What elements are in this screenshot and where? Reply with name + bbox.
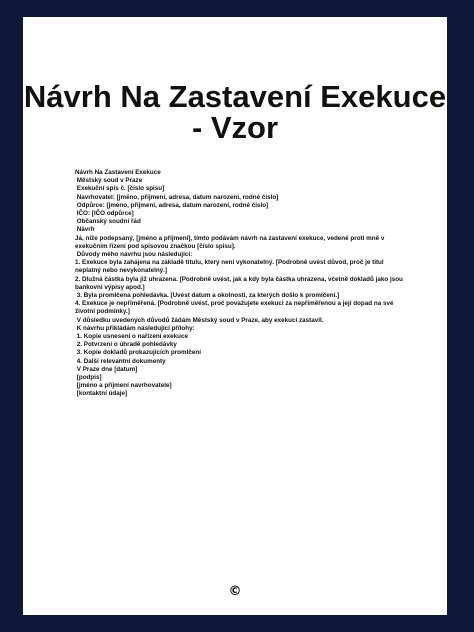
body-line: Odpůrce: [jméno, příjmení, adresa, datum narození, rodné číslo]: [75, 201, 269, 209]
title-line-1: Návrh Na Zastavení Exekuce: [23, 79, 447, 114]
body-line: K návrhu přikládám následující přílohy:: [75, 324, 195, 332]
body-line: Exekuční spis č. [číslo spisu]: [75, 185, 165, 193]
body-line: Já, níže podepsaný, [jméno a příjmení], tímto podávám návrh na zastavení exekuce, vedené proti mně v exekučním řízení pod spisovou značkou [číslo spisu].: [75, 234, 387, 250]
body-line: Návrh: [75, 226, 95, 234]
body-line: Navrhovatel: [jméno, příjmení, adresa, datum narození, rodné číslo]: [75, 193, 279, 201]
body-line: 4. Exekuce je nepřiměřená. [Podrobně uvést, proč považujete exekuci za nepřiměřenou a její dopad na své životní podmínky.]: [75, 300, 396, 316]
document-page: [23, 17, 447, 615]
body-line: V Praze dne [datum]: [75, 365, 138, 373]
document-body: [75, 169, 405, 399]
body-line: [jméno a příjmení navrhovatele]: [75, 382, 172, 390]
body-line: 4. Další relevantní dokumenty: [75, 357, 166, 365]
body-line: Důvody mého návrhu jsou následující:: [75, 251, 193, 259]
body-line: 3. Kopie dokladů prokazujících promlčení: [75, 349, 201, 357]
body-line: 2. Dlužná částka byla již uhrazena. [Podrobně uvést, jak a kdy byla částka uhrazena, včetně dokladů jako jsou bankovní výpisy apod.]: [75, 275, 405, 291]
body-line: [kontaktní údaje]: [75, 390, 128, 398]
page-title: [23, 81, 447, 143]
body-line: Občanský soudní řád: [75, 218, 141, 226]
body-line: 2. Potvrzení o úhradě pohledávky: [75, 341, 177, 349]
title-line-2: - Vzor: [191, 110, 279, 145]
body-line: 1. Kopie usnesení o nařízení exekuce: [75, 333, 189, 341]
body-line: V důsledku uvedených důvodů žádám Městský soud v Praze, aby exekuci zastavil.: [75, 316, 324, 324]
body-line: IČO: [IČO odpůrce]: [75, 210, 134, 218]
body-line: Městský soud v Praze: [75, 177, 143, 185]
body-line: [podpis]: [75, 374, 102, 382]
body-line: 1. Exekuce byla zahájena na základě titulu, který není vykonatelný. [Podrobně uvést důvod, proč je titul neplatný nebo nevykonatelný.]: [75, 259, 386, 275]
body-line: 3. Byla promlčena pohledávka. [Uvést datum a okolnosti, za kterých došlo k promlčení.]: [75, 292, 340, 300]
body-line: Návrh Na Zastavení Exekuce: [75, 169, 161, 176]
copyright-icon: ©: [228, 584, 242, 599]
